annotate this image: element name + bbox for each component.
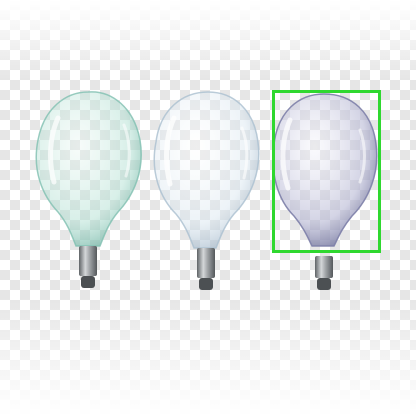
bulb-3-base (315, 256, 333, 278)
bulb-3 (273, 94, 377, 290)
bulb-2 (154, 92, 259, 290)
bulb-1 (36, 92, 141, 288)
bulb-2-base (197, 248, 215, 278)
bulb-3-glass (273, 94, 377, 246)
bulb-1-base (79, 246, 97, 276)
bulb-2-glass (154, 92, 259, 248)
